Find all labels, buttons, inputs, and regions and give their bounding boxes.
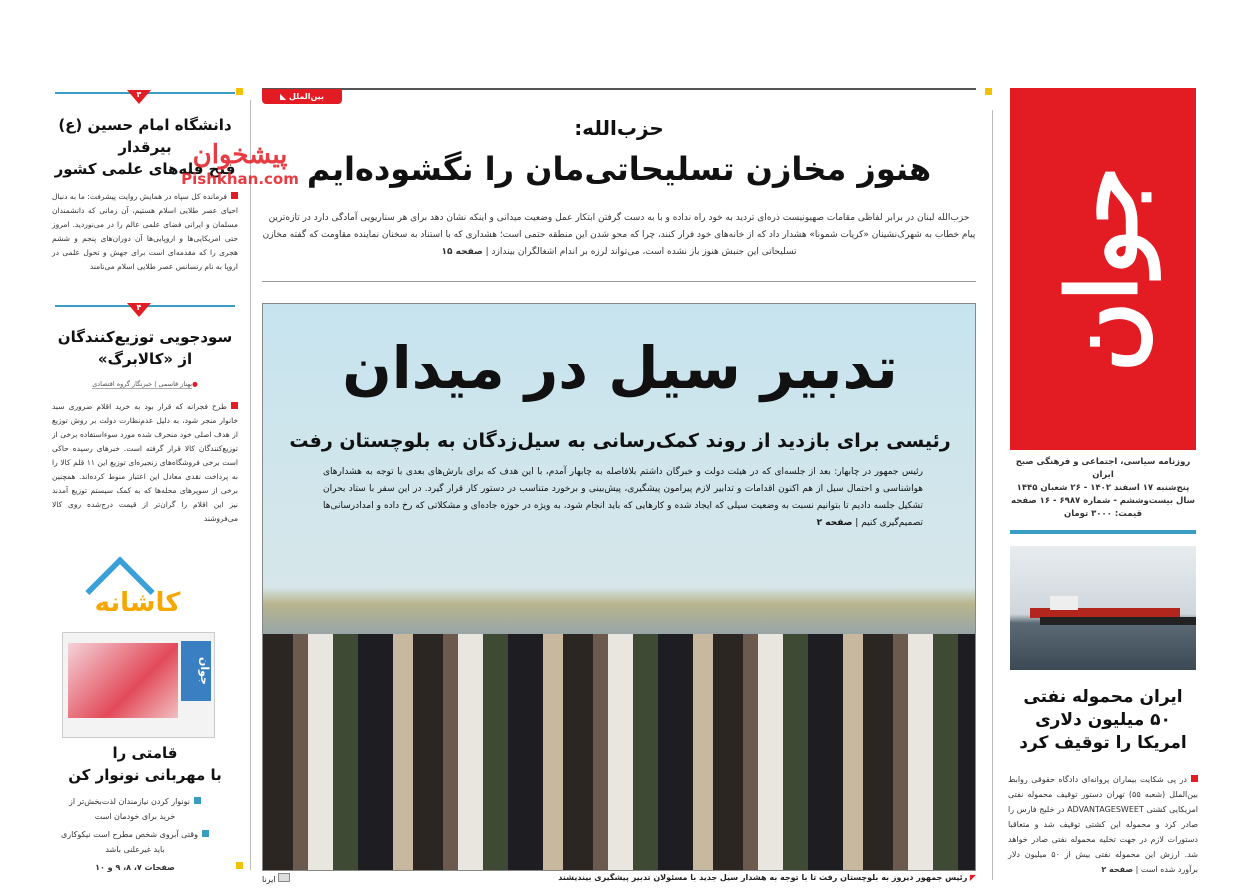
masthead-info <box>1010 456 1196 521</box>
divider <box>262 281 976 282</box>
bullet-text: نونوار کردن نیازمندان لذت‌بخش‌تر از خرید برای خودمان است <box>68 797 191 821</box>
headline-line: ۵۰ میلیون دلاری <box>1035 710 1171 730</box>
tanker-photo <box>1010 546 1196 670</box>
section-label-text: بین‌الملل <box>288 92 324 101</box>
left-story1-body <box>52 190 238 274</box>
paper-description: روزنامه سیاسی، اجتماعی و فرهنگی صبح ایران <box>1015 457 1191 480</box>
kashaneh-logo <box>65 550 210 626</box>
left-story2-body <box>52 400 238 526</box>
column-divider <box>250 100 251 870</box>
bullet-text: وقتی آبروی شخص مطرح است نیکوکاری باید غیرعلنی باشد <box>61 830 198 854</box>
section-number: ۳ <box>136 90 142 99</box>
headline-line: قامتی را <box>112 744 178 762</box>
right-body: در پی شکایت بیماران پروانه‌ای دادگاه حقوقی روابط بین‌الملل (شعبه ۵۵) تهران دستور توقیف محموله نفتی امریکایی کشتی ADVANTAGESWEET در خلیج فارس را صادر کرد و محموله این کشتی توقیف شد و متعاقبا دستورات لازم در جهت تخلیه محموله نفتی صادر خواهد شد. ارزش این محموله نفتی بیش از ۵۰ میلیون دلار برآورد شده است | صفحه ۲ <box>1008 775 1199 874</box>
top-rule <box>262 88 976 90</box>
camera-icon <box>278 873 290 882</box>
main-subheadline: رئیسی برای بازدید از روند کمک‌رسانی به سیل‌زدگان به بلوچستان رفت <box>289 430 951 452</box>
byline: ●بهناز قاسمی | خبرنگار گروه اقتصادی <box>92 380 198 388</box>
watermark <box>180 140 300 188</box>
headline-line: سودجویی توزیع‌کنندگان <box>57 328 233 346</box>
logo-text: جوان <box>1046 165 1159 373</box>
section-number: ۴ <box>136 303 142 312</box>
lead-text: حزب‌الله لبنان در برابر لفاظی مقامات صهیونیست ذره‌ای تردید به خود راه نداده و با به دست گرفتن ابتکار عمل وضعیت میدانی و اینکه نشان دهد برای هر سناریویی آمادگی دارد در تازه‌ترین پیام خطاب به شهرک‌نشینان «کریات شمونا» هشدار داد که از خانه‌های خود فرار کنند، چرا که محو شدن این منطقه حتمی است؛ هشداری که با استناد به سخنان نماینده مقاومت که گفته مخازن تسلیحاتی این جنبش هنوز باز نشده است، می‌تواند لرزه بر اندام اشغالگران بیندازد <box>262 213 976 257</box>
headline-line: از «کالابرگ» <box>97 350 193 368</box>
left-story2-headline <box>52 326 238 370</box>
headline-line: امریکا را توقیف کرد <box>1019 733 1187 753</box>
watermark-fa: پیشخوان <box>192 140 288 170</box>
page-ref-link[interactable]: صفحه ۲ <box>1101 865 1134 874</box>
headline-line: دانشگاه امام حسین (ع) <box>58 116 232 134</box>
bullet-item <box>60 827 210 857</box>
page-ref-link[interactable]: صفحه ۲ <box>816 518 853 528</box>
byline-text: بهناز قاسمی | خبرنگار گروه اقتصادی <box>92 380 193 388</box>
supplement-bullets <box>60 794 210 875</box>
issue-date: پنج‌شنبه ۱۷ اسفند ۱۴۰۲ - ۲۶ شعبان ۱۴۴۵ <box>1016 483 1190 493</box>
photo-credit: ایرنا <box>262 875 276 884</box>
column-divider <box>992 110 993 880</box>
caption-text: رئیس جمهور دیروز به بلوچستان رفت تا با توجه به هشدار سیل جدید با مسئولان تدبیر پیشگیری بیندیشند <box>558 873 968 882</box>
photo-caption: ◤ رئیس جمهور دیروز به بلوچستان رفت تا با توجه به هشدار سیل جدید با مسئولان تدبیر پیشگیری بیندیشند ایرنا <box>262 873 976 884</box>
top-kicker: حزب‌الله: <box>574 116 664 140</box>
supplement-headline <box>52 742 238 786</box>
page-ref-link[interactable]: صفحه ۱۵ <box>441 247 483 257</box>
section-label: بین‌الملل ◣ <box>262 89 342 104</box>
body-text: در پی شکایت بیماران پروانه‌ای دادگاه حقوقی روابط بین‌الملل (شعبه ۵۵) تهران دستور توقیف محموله نفتی امریکایی کشتی ADVANTAGESWEET در خلیج فارس را صادر کرد و محموله این کشتی توقیف شد و متعاقبا دستورات لازم در جهت تخلیه محموله نفتی صادر خواهد شد. ارزش این محموله نفتی بیش از ۵۰ میلیون دلار برآورد شده است <box>1008 775 1199 874</box>
main-photo <box>262 303 976 871</box>
headline-line: بیرقدار <box>118 138 172 156</box>
divider <box>1010 530 1196 534</box>
masthead-logo <box>1010 88 1196 450</box>
body-text: طرح فجرانه که قرار بود به خرید اقلام ضروری سبد خانوار منجر شود، به دلیل عدم‌نظارت دولت بر روش توزیع از هدف اصلی خود منحرف شده مورد سوءاستفاده برخی از توزیع‌کنندگان کالا قرار گرفته است. خبرهای رسیده حاکی است برخی فروشگاه‌های زنجیره‌ای توزیع این ۱۱ قلم کالا را به پرداخت نقدی معادل این اعتبار منوط کرده‌اند. همچنین برخی از سوپرهای محله‌ها که به کمک سیستم توزیع آمدند نیز این اقلام را گران‌تر از قیمت درج‌شده روی کالا می‌فروشند <box>52 402 238 523</box>
lead-text: رئیس جمهور در چابهار: بعد از جلسه‌ای که در هیئت دولت و خبرگان داشتم بلافاصله به چابهار آمدم، با این هدف که برای بارش‌های بعدی با توجه به هشدارهای هواشناسی و احتمال سیل از هم اکنون اقدامات و تدابیر لازم پیرامون پیشگیری، پیش‌بینی و برخورد متناسب در دستور کار قرار گیرد. در این سفر با ستاد بحران تشکیل جلسه دادیم تا بتوانیم نسبت به وضعیت سیلی که ایجاد شده و کارهایی که باید انجام شود، به ویژه در حوزه جاده‌ای و مشکلاتی که رخ داده و امدادرسانی‌ها تصمیم‌گیری کنیم <box>323 467 923 528</box>
main-headline: تدبیر سیل در میدان <box>342 334 898 402</box>
kashaneh-logo-text: کاشانه <box>94 588 181 618</box>
watermark-en: Pishkhan.com <box>181 170 299 188</box>
body-text: فرمانده کل سپاه در همایش روایت پیشرفت: ما به دنبال احیای عصر طلایی اسلام هستیم، آن زمانی که دانشمندان مسلمان و ایرانی فضای علمی عالم را در می‌نوردید. امروز حتی امریکایی‌ها و اروپایی‌ها آن دوران‌های پنجم و ششم هجری را که مقدمه‌ای است برای جهش و تحول علمی در اروپا به نام رنسانس عصر طلایی اسلام می‌نامند <box>52 192 238 271</box>
headline-line: ایران محموله نفتی <box>1023 687 1183 707</box>
top-lead: حزب‌الله لبنان در برابر لفاظی مقامات صهیونیست ذره‌ای تردید به خود راه نداده و با به دست گرفتن ابتکار عمل وضعیت میدانی و اینکه نشان دهد برای هر سناریویی آمادگی دارد در تازه‌ترین پیام خطاب به شهرک‌نشینان «کریات شمونا» هشدار داد که از خانه‌های خود فرار کنند، چرا که محو شدن این منطقه حتمی است؛ هشداری که با استناد به سخنان نماینده مقاومت که گفته مخازن تسلیحاتی این جنبش هنوز باز نشده است، می‌تواند لرزه بر اندام اشغالگران بیندازد | صفحه ۱۵ <box>262 213 976 257</box>
pages-ref-link[interactable]: صفحات ۷، ۸، ۹ و ۱۰ <box>95 863 175 872</box>
bullet-item <box>60 794 210 824</box>
cover-logo: جوان <box>181 641 211 701</box>
main-lead: رئیس جمهور در چابهار: بعد از جلسه‌ای که در هیئت دولت و خبرگان داشتم بلافاصله به چابهار آمدم، با این هدف که برای بارش‌های بعدی با توجه به هشدارهای هواشناسی و احتمال سیل از هم اکنون اقدامات و تدابیر لازم پیرامون پیشگیری، پیش‌بینی و برخورد متناسب در دستور کار قرار گیرد. در این سفر با ستاد بحران تشکیل جلسه دادیم تا بتوانیم نسبت به وضعیت سیلی که ایجاد شده و کارهایی که باید انجام شود، به ویژه در حوزه جاده‌ای و مشکلاتی که رخ داده و امدادرسانی‌ها تصمیم‌گیری کنیم | صفحه ۲ <box>323 467 923 528</box>
supplement-cover <box>62 632 215 738</box>
issue-number: سال بیست‌وششم - شماره ۶۹۸۷ - ۱۶ صفحه <box>1011 496 1195 506</box>
headline-line: با مهربانی نونوار کن <box>68 766 222 784</box>
right-headline <box>1008 686 1198 755</box>
top-headline: هنوز مخازن تسلیحاتی‌مان را نگشوده‌ایم <box>306 150 932 188</box>
headline-line: فتح قله‌های علمی کشور <box>54 160 236 178</box>
price: قیمت: ۳۰۰۰ تومان <box>1063 509 1143 519</box>
